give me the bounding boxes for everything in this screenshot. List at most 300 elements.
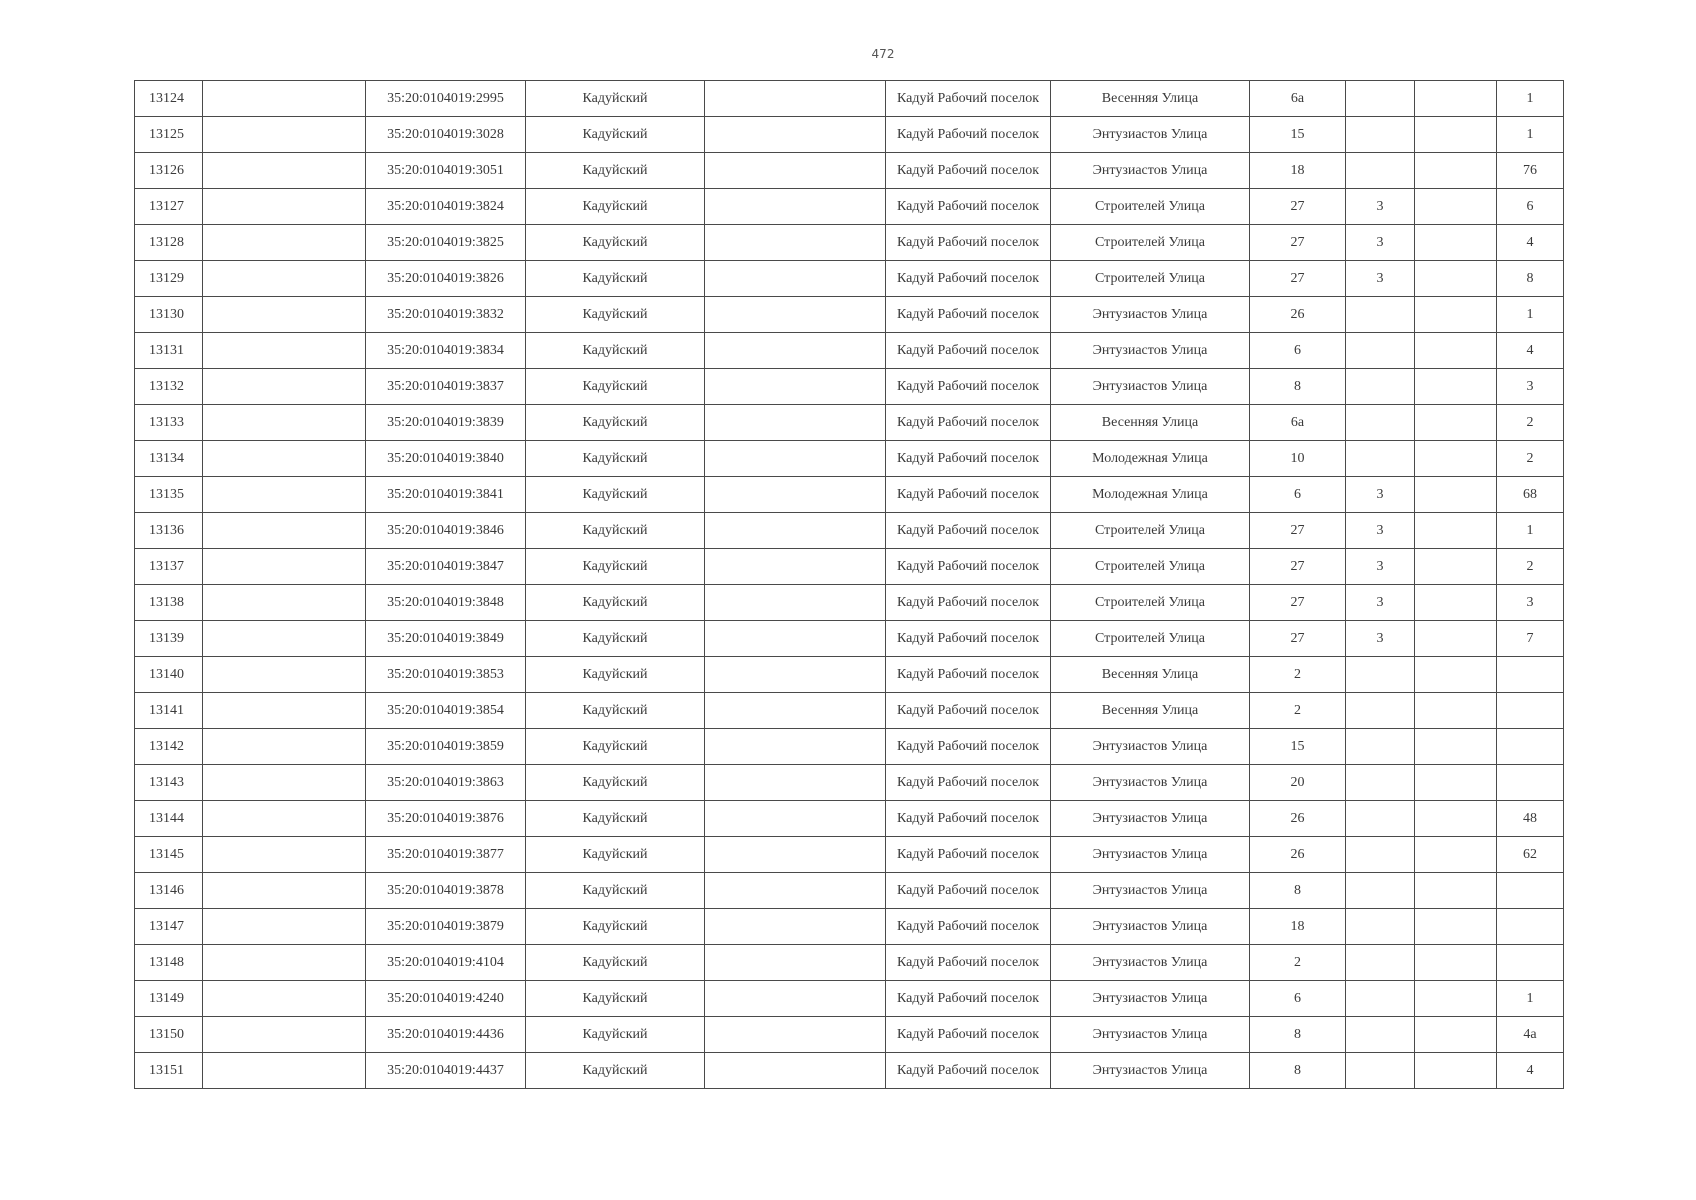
record-number-cell: 13130 (135, 297, 203, 333)
house-number-cell: 2 (1250, 693, 1346, 729)
blank-cell-c (1415, 369, 1497, 405)
apartment-cell (1497, 765, 1564, 801)
house-number-cell: 27 (1250, 189, 1346, 225)
district-cell: Кадуйский (526, 657, 705, 693)
settlement-cell: Кадуй Рабочий поселок (886, 981, 1051, 1017)
table-row (135, 405, 1564, 441)
settlement-cell: Кадуй Рабочий поселок (886, 1017, 1051, 1053)
record-number-cell: 13142 (135, 729, 203, 765)
blank-cell-a (203, 837, 366, 873)
street-cell: Энтузиастов Улица (1051, 837, 1250, 873)
district-cell: Кадуйский (526, 945, 705, 981)
house-number-cell: 27 (1250, 585, 1346, 621)
settlement-cell: Кадуй Рабочий поселок (886, 657, 1051, 693)
cadastral-number-cell: 35:20:0104019:3840 (366, 441, 526, 477)
apartment-cell: 4 (1497, 1053, 1564, 1089)
settlement-cell: Кадуй Рабочий поселок (886, 1053, 1051, 1089)
cadastral-number-cell: 35:20:0104019:3877 (366, 837, 526, 873)
apartment-cell (1497, 909, 1564, 945)
building-cell (1346, 981, 1415, 1017)
house-number-cell: 6а (1250, 81, 1346, 117)
record-number-cell: 13132 (135, 369, 203, 405)
record-number-cell: 13150 (135, 1017, 203, 1053)
apartment-cell: 3 (1497, 369, 1564, 405)
settlement-cell: Кадуй Рабочий поселок (886, 189, 1051, 225)
house-number-cell: 26 (1250, 297, 1346, 333)
street-cell: Строителей Улица (1051, 513, 1250, 549)
table-row (135, 837, 1564, 873)
record-number-cell: 13140 (135, 657, 203, 693)
building-cell (1346, 297, 1415, 333)
street-cell: Энтузиастов Улица (1051, 153, 1250, 189)
cadastral-number-cell: 35:20:0104019:3853 (366, 657, 526, 693)
apartment-cell (1497, 693, 1564, 729)
blank-cell-a (203, 657, 366, 693)
house-number-cell: 18 (1250, 909, 1346, 945)
cadastral-number-cell: 35:20:0104019:4437 (366, 1053, 526, 1089)
apartment-cell: 6 (1497, 189, 1564, 225)
street-cell: Энтузиастов Улица (1051, 945, 1250, 981)
blank-cell-a (203, 693, 366, 729)
house-number-cell: 27 (1250, 225, 1346, 261)
district-cell: Кадуйский (526, 153, 705, 189)
street-cell: Весенняя Улица (1051, 693, 1250, 729)
settlement-cell: Кадуй Рабочий поселок (886, 477, 1051, 513)
settlement-cell: Кадуй Рабочий поселок (886, 333, 1051, 369)
blank-cell-b (705, 441, 886, 477)
apartment-cell (1497, 873, 1564, 909)
blank-cell-b (705, 297, 886, 333)
apartment-cell (1497, 945, 1564, 981)
house-number-cell: 15 (1250, 117, 1346, 153)
table-row (135, 765, 1564, 801)
blank-cell-b (705, 189, 886, 225)
district-cell: Кадуйский (526, 405, 705, 441)
house-number-cell: 8 (1250, 873, 1346, 909)
district-cell: Кадуйский (526, 621, 705, 657)
house-number-cell: 20 (1250, 765, 1346, 801)
building-cell (1346, 765, 1415, 801)
blank-cell-c (1415, 153, 1497, 189)
blank-cell-a (203, 621, 366, 657)
cadastral-number-cell: 35:20:0104019:4436 (366, 1017, 526, 1053)
record-number-cell: 13144 (135, 801, 203, 837)
blank-cell-c (1415, 261, 1497, 297)
registry-table (134, 80, 1564, 1089)
blank-cell-c (1415, 549, 1497, 585)
apartment-cell (1497, 657, 1564, 693)
cadastral-number-cell: 35:20:0104019:3879 (366, 909, 526, 945)
record-number-cell: 13133 (135, 405, 203, 441)
apartment-cell: 76 (1497, 153, 1564, 189)
street-cell: Весенняя Улица (1051, 405, 1250, 441)
building-cell (1346, 909, 1415, 945)
record-number-cell: 13143 (135, 765, 203, 801)
building-cell (1346, 657, 1415, 693)
blank-cell-b (705, 945, 886, 981)
blank-cell-c (1415, 945, 1497, 981)
blank-cell-c (1415, 1053, 1497, 1089)
cadastral-number-cell: 35:20:0104019:3837 (366, 369, 526, 405)
apartment-cell (1497, 729, 1564, 765)
settlement-cell: Кадуй Рабочий поселок (886, 81, 1051, 117)
table-row (135, 81, 1564, 117)
settlement-cell: Кадуй Рабочий поселок (886, 945, 1051, 981)
blank-cell-c (1415, 1017, 1497, 1053)
table-row (135, 945, 1564, 981)
record-number-cell: 13134 (135, 441, 203, 477)
district-cell: Кадуйский (526, 549, 705, 585)
cadastral-number-cell: 35:20:0104019:3028 (366, 117, 526, 153)
cadastral-number-cell: 35:20:0104019:3876 (366, 801, 526, 837)
cadastral-number-cell: 35:20:0104019:3848 (366, 585, 526, 621)
blank-cell-c (1415, 981, 1497, 1017)
record-number-cell: 13145 (135, 837, 203, 873)
building-cell (1346, 333, 1415, 369)
settlement-cell: Кадуй Рабочий поселок (886, 513, 1051, 549)
cadastral-number-cell: 35:20:0104019:3841 (366, 477, 526, 513)
cadastral-number-cell: 35:20:0104019:3051 (366, 153, 526, 189)
settlement-cell: Кадуй Рабочий поселок (886, 549, 1051, 585)
record-number-cell: 13149 (135, 981, 203, 1017)
blank-cell-c (1415, 585, 1497, 621)
district-cell: Кадуйский (526, 369, 705, 405)
blank-cell-b (705, 117, 886, 153)
district-cell: Кадуйский (526, 873, 705, 909)
blank-cell-c (1415, 873, 1497, 909)
table-row (135, 513, 1564, 549)
record-number-cell: 13138 (135, 585, 203, 621)
settlement-cell: Кадуй Рабочий поселок (886, 765, 1051, 801)
district-cell: Кадуйский (526, 513, 705, 549)
record-number-cell: 13126 (135, 153, 203, 189)
blank-cell-c (1415, 81, 1497, 117)
apartment-cell: 4 (1497, 225, 1564, 261)
table-row (135, 153, 1564, 189)
settlement-cell: Кадуй Рабочий поселок (886, 405, 1051, 441)
house-number-cell: 26 (1250, 837, 1346, 873)
blank-cell-b (705, 477, 886, 513)
table-row (135, 549, 1564, 585)
street-cell: Энтузиастов Улица (1051, 1017, 1250, 1053)
blank-cell-b (705, 333, 886, 369)
house-number-cell: 27 (1250, 549, 1346, 585)
table-row (135, 729, 1564, 765)
settlement-cell: Кадуй Рабочий поселок (886, 873, 1051, 909)
record-number-cell: 13148 (135, 945, 203, 981)
house-number-cell: 2 (1250, 657, 1346, 693)
blank-cell-c (1415, 333, 1497, 369)
house-number-cell: 6 (1250, 333, 1346, 369)
district-cell: Кадуйский (526, 837, 705, 873)
apartment-cell: 48 (1497, 801, 1564, 837)
table-row (135, 369, 1564, 405)
record-number-cell: 13139 (135, 621, 203, 657)
blank-cell-b (705, 837, 886, 873)
district-cell: Кадуйский (526, 297, 705, 333)
settlement-cell: Кадуй Рабочий поселок (886, 621, 1051, 657)
blank-cell-c (1415, 657, 1497, 693)
blank-cell-a (203, 225, 366, 261)
street-cell: Весенняя Улица (1051, 81, 1250, 117)
building-cell (1346, 1017, 1415, 1053)
blank-cell-c (1415, 297, 1497, 333)
district-cell: Кадуйский (526, 693, 705, 729)
blank-cell-a (203, 909, 366, 945)
street-cell: Энтузиастов Улица (1051, 117, 1250, 153)
district-cell: Кадуйский (526, 981, 705, 1017)
district-cell: Кадуйский (526, 81, 705, 117)
district-cell: Кадуйский (526, 477, 705, 513)
table-row (135, 585, 1564, 621)
blank-cell-c (1415, 477, 1497, 513)
blank-cell-c (1415, 225, 1497, 261)
blank-cell-a (203, 117, 366, 153)
district-cell: Кадуйский (526, 909, 705, 945)
table-row (135, 621, 1564, 657)
cadastral-number-cell: 35:20:0104019:3839 (366, 405, 526, 441)
cadastral-number-cell: 35:20:0104019:3834 (366, 333, 526, 369)
street-cell: Энтузиастов Улица (1051, 981, 1250, 1017)
district-cell: Кадуйский (526, 117, 705, 153)
record-number-cell: 13147 (135, 909, 203, 945)
apartment-cell: 4а (1497, 1017, 1564, 1053)
blank-cell-b (705, 657, 886, 693)
blank-cell-a (203, 189, 366, 225)
settlement-cell: Кадуй Рабочий поселок (886, 729, 1051, 765)
table-row (135, 117, 1564, 153)
blank-cell-a (203, 765, 366, 801)
apartment-cell: 1 (1497, 297, 1564, 333)
street-cell: Строителей Улица (1051, 189, 1250, 225)
building-cell (1346, 441, 1415, 477)
blank-cell-a (203, 441, 366, 477)
building-cell (1346, 369, 1415, 405)
building-cell (1346, 945, 1415, 981)
building-cell: 3 (1346, 549, 1415, 585)
cadastral-number-cell: 35:20:0104019:3878 (366, 873, 526, 909)
blank-cell-c (1415, 441, 1497, 477)
street-cell: Энтузиастов Улица (1051, 729, 1250, 765)
apartment-cell: 4 (1497, 333, 1564, 369)
apartment-cell: 2 (1497, 441, 1564, 477)
blank-cell-a (203, 1053, 366, 1089)
blank-cell-a (203, 297, 366, 333)
house-number-cell: 26 (1250, 801, 1346, 837)
house-number-cell: 27 (1250, 621, 1346, 657)
record-number-cell: 13135 (135, 477, 203, 513)
table-row (135, 801, 1564, 837)
building-cell: 3 (1346, 513, 1415, 549)
street-cell: Молодежная Улица (1051, 477, 1250, 513)
cadastral-number-cell: 35:20:0104019:3824 (366, 189, 526, 225)
cadastral-number-cell: 35:20:0104019:3849 (366, 621, 526, 657)
table-row (135, 333, 1564, 369)
street-cell: Строителей Улица (1051, 225, 1250, 261)
apartment-cell: 1 (1497, 117, 1564, 153)
cadastral-number-cell: 35:20:0104019:3847 (366, 549, 526, 585)
table-row (135, 189, 1564, 225)
blank-cell-c (1415, 693, 1497, 729)
blank-cell-a (203, 405, 366, 441)
table-row (135, 693, 1564, 729)
settlement-cell: Кадуй Рабочий поселок (886, 441, 1051, 477)
blank-cell-a (203, 261, 366, 297)
district-cell: Кадуйский (526, 729, 705, 765)
street-cell: Энтузиастов Улица (1051, 1053, 1250, 1089)
blank-cell-a (203, 477, 366, 513)
cadastral-number-cell: 35:20:0104019:3863 (366, 765, 526, 801)
record-number-cell: 13131 (135, 333, 203, 369)
blank-cell-a (203, 153, 366, 189)
settlement-cell: Кадуй Рабочий поселок (886, 693, 1051, 729)
house-number-cell: 6 (1250, 981, 1346, 1017)
table-row (135, 981, 1564, 1017)
settlement-cell: Кадуй Рабочий поселок (886, 837, 1051, 873)
registry-table-body (135, 81, 1564, 1089)
blank-cell-c (1415, 621, 1497, 657)
blank-cell-b (705, 549, 886, 585)
building-cell (1346, 117, 1415, 153)
blank-cell-b (705, 909, 886, 945)
blank-cell-a (203, 369, 366, 405)
record-number-cell: 13128 (135, 225, 203, 261)
house-number-cell: 27 (1250, 513, 1346, 549)
apartment-cell: 3 (1497, 585, 1564, 621)
blank-cell-b (705, 729, 886, 765)
blank-cell-a (203, 729, 366, 765)
building-cell (1346, 801, 1415, 837)
building-cell (1346, 729, 1415, 765)
page-number: 472 (871, 47, 895, 61)
street-cell: Энтузиастов Улица (1051, 297, 1250, 333)
cadastral-number-cell: 35:20:0104019:4104 (366, 945, 526, 981)
house-number-cell: 27 (1250, 261, 1346, 297)
blank-cell-b (705, 153, 886, 189)
house-number-cell: 2 (1250, 945, 1346, 981)
table-row (135, 1053, 1564, 1089)
building-cell: 3 (1346, 477, 1415, 513)
apartment-cell: 2 (1497, 549, 1564, 585)
street-cell: Энтузиастов Улица (1051, 801, 1250, 837)
record-number-cell: 13146 (135, 873, 203, 909)
blank-cell-b (705, 1017, 886, 1053)
district-cell: Кадуйский (526, 765, 705, 801)
record-number-cell: 13151 (135, 1053, 203, 1089)
blank-cell-a (203, 81, 366, 117)
cadastral-number-cell: 35:20:0104019:4240 (366, 981, 526, 1017)
blank-cell-b (705, 765, 886, 801)
house-number-cell: 8 (1250, 1053, 1346, 1089)
cadastral-number-cell: 35:20:0104019:3832 (366, 297, 526, 333)
blank-cell-a (203, 585, 366, 621)
blank-cell-b (705, 81, 886, 117)
table-row (135, 297, 1564, 333)
record-number-cell: 13141 (135, 693, 203, 729)
building-cell (1346, 693, 1415, 729)
district-cell: Кадуйский (526, 1017, 705, 1053)
table-row (135, 873, 1564, 909)
settlement-cell: Кадуй Рабочий поселок (886, 153, 1051, 189)
street-cell: Строителей Улица (1051, 585, 1250, 621)
blank-cell-b (705, 1053, 886, 1089)
blank-cell-a (203, 513, 366, 549)
cadastral-number-cell: 35:20:0104019:2995 (366, 81, 526, 117)
blank-cell-a (203, 801, 366, 837)
blank-cell-b (705, 405, 886, 441)
table-row (135, 909, 1564, 945)
settlement-cell: Кадуй Рабочий поселок (886, 261, 1051, 297)
blank-cell-a (203, 981, 366, 1017)
blank-cell-a (203, 945, 366, 981)
blank-cell-c (1415, 117, 1497, 153)
blank-cell-b (705, 873, 886, 909)
apartment-cell: 1 (1497, 981, 1564, 1017)
district-cell: Кадуйский (526, 1053, 705, 1089)
apartment-cell: 68 (1497, 477, 1564, 513)
record-number-cell: 13124 (135, 81, 203, 117)
blank-cell-b (705, 801, 886, 837)
blank-cell-a (203, 333, 366, 369)
blank-cell-c (1415, 765, 1497, 801)
street-cell: Энтузиастов Улица (1051, 333, 1250, 369)
blank-cell-b (705, 981, 886, 1017)
blank-cell-b (705, 225, 886, 261)
street-cell: Энтузиастов Улица (1051, 765, 1250, 801)
record-number-cell: 13137 (135, 549, 203, 585)
house-number-cell: 6а (1250, 405, 1346, 441)
settlement-cell: Кадуй Рабочий поселок (886, 117, 1051, 153)
record-number-cell: 13127 (135, 189, 203, 225)
cadastral-number-cell: 35:20:0104019:3825 (366, 225, 526, 261)
street-cell: Молодежная Улица (1051, 441, 1250, 477)
blank-cell-b (705, 513, 886, 549)
building-cell (1346, 837, 1415, 873)
building-cell (1346, 405, 1415, 441)
house-number-cell: 6 (1250, 477, 1346, 513)
apartment-cell: 2 (1497, 405, 1564, 441)
blank-cell-a (203, 549, 366, 585)
blank-cell-b (705, 585, 886, 621)
house-number-cell: 8 (1250, 1017, 1346, 1053)
apartment-cell: 8 (1497, 261, 1564, 297)
district-cell: Кадуйский (526, 801, 705, 837)
street-cell: Строителей Улица (1051, 261, 1250, 297)
cadastral-number-cell: 35:20:0104019:3846 (366, 513, 526, 549)
blank-cell-a (203, 1017, 366, 1053)
apartment-cell: 1 (1497, 81, 1564, 117)
house-number-cell: 8 (1250, 369, 1346, 405)
street-cell: Энтузиастов Улица (1051, 369, 1250, 405)
street-cell: Строителей Улица (1051, 549, 1250, 585)
cadastral-number-cell: 35:20:0104019:3826 (366, 261, 526, 297)
table-row (135, 441, 1564, 477)
building-cell (1346, 153, 1415, 189)
cadastral-number-cell: 35:20:0104019:3854 (366, 693, 526, 729)
building-cell (1346, 873, 1415, 909)
district-cell: Кадуйский (526, 441, 705, 477)
blank-cell-c (1415, 909, 1497, 945)
settlement-cell: Кадуй Рабочий поселок (886, 225, 1051, 261)
district-cell: Кадуйский (526, 261, 705, 297)
table-row (135, 261, 1564, 297)
blank-cell-b (705, 621, 886, 657)
blank-cell-c (1415, 513, 1497, 549)
apartment-cell: 7 (1497, 621, 1564, 657)
building-cell (1346, 81, 1415, 117)
building-cell: 3 (1346, 585, 1415, 621)
street-cell: Энтузиастов Улица (1051, 909, 1250, 945)
